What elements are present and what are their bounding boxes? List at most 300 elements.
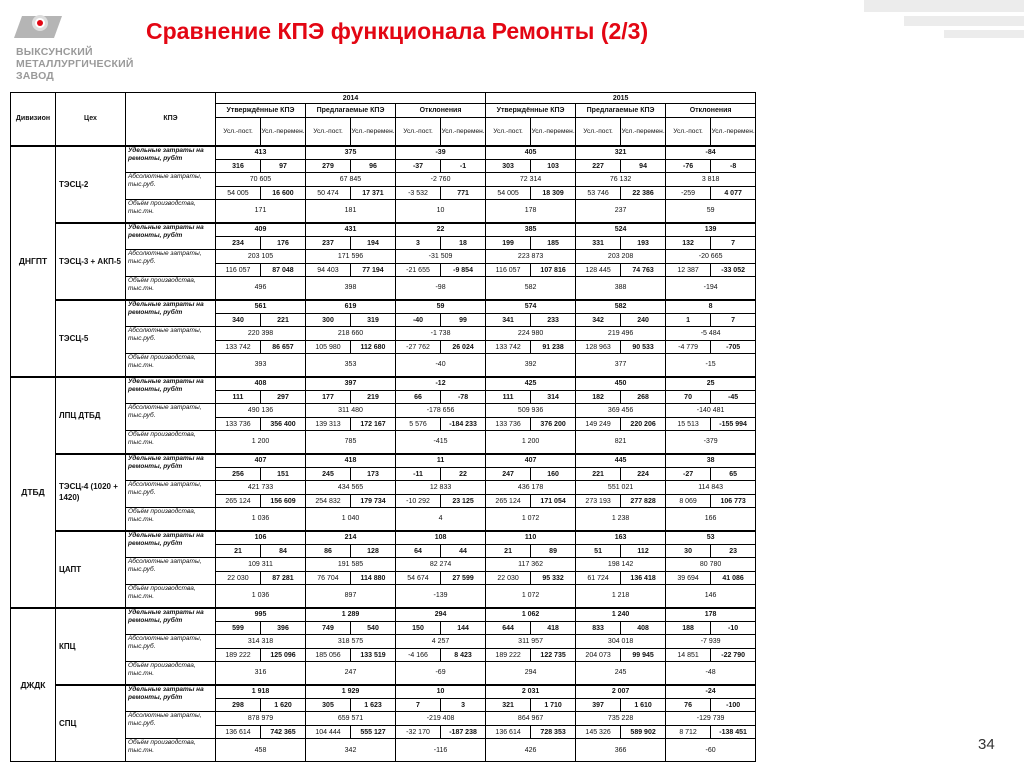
value-split: 408 [621, 622, 666, 635]
kpi-label: Объём производства, тыс.тн. [126, 431, 216, 454]
value-split: 220 206 [621, 418, 666, 431]
value-total: 321 [576, 146, 666, 160]
value-volume: 458 [216, 739, 306, 762]
value-volume: 1 072 [486, 585, 576, 608]
header-sub: Усл.-перемен. [621, 118, 666, 146]
value-total: 220 398 [216, 327, 306, 341]
value-total: 1 918 [216, 685, 306, 699]
value-total: 109 311 [216, 558, 306, 572]
value-split: 149 249 [576, 418, 621, 431]
page-number: 34 [978, 736, 995, 753]
value-total: 1 929 [306, 685, 396, 699]
value-split: 247 [486, 468, 531, 481]
value-split: 22 386 [621, 187, 666, 200]
table-row [11, 223, 756, 237]
value-split: -37 [396, 160, 441, 173]
value-total: -24 [666, 685, 756, 699]
value-split: 397 [576, 699, 621, 712]
value-total: 4 257 [396, 635, 486, 649]
value-total: 397 [306, 377, 396, 391]
value-volume: 1 200 [486, 431, 576, 454]
value-split: 111 [486, 391, 531, 404]
value-total: 375 [306, 146, 396, 160]
value-volume: 247 [306, 662, 396, 685]
value-split: 833 [576, 622, 621, 635]
value-volume: -139 [396, 585, 486, 608]
value-split: 265 124 [216, 495, 261, 508]
header-sub: Усл.-перемен. [351, 118, 396, 146]
value-split: 265 124 [486, 495, 531, 508]
value-volume: 398 [306, 277, 396, 300]
header-sub: Усл.-пост. [396, 118, 441, 146]
kpi-label: Абсолютные затраты, тыс.руб. [126, 173, 216, 200]
value-volume: 1 200 [216, 431, 306, 454]
value-split: 204 073 [576, 649, 621, 662]
kpi-label: Объём производства, тыс.тн. [126, 739, 216, 762]
value-split: -10 292 [396, 495, 441, 508]
value-total: 59 [396, 300, 486, 314]
value-split: -32 170 [396, 726, 441, 739]
value-split: -11 [396, 468, 441, 481]
value-split: 89 [531, 545, 576, 558]
value-volume: 1 036 [216, 585, 306, 608]
value-volume: 377 [576, 354, 666, 377]
value-split: 234 [216, 237, 261, 250]
value-total: 38 [666, 454, 756, 468]
value-split: 176 [261, 237, 306, 250]
value-split: 240 [621, 314, 666, 327]
value-volume: 366 [576, 739, 666, 762]
header-shop: Цех [56, 93, 126, 146]
value-total: 110 [486, 531, 576, 545]
value-split: 194 [351, 237, 396, 250]
value-total: 524 [576, 223, 666, 237]
value-total: 117 362 [486, 558, 576, 572]
value-total: 405 [486, 146, 576, 160]
value-volume: 1 218 [576, 585, 666, 608]
header-group: Отклонения [666, 104, 756, 118]
value-split: 185 [531, 237, 576, 250]
value-volume: 4 [396, 508, 486, 531]
value-split: 133 742 [216, 341, 261, 354]
value-split: 50 474 [306, 187, 351, 200]
value-split: 224 [621, 468, 666, 481]
value-volume: 785 [306, 431, 396, 454]
division-name: ДЖДК [11, 608, 56, 762]
value-split: -27 [666, 468, 711, 481]
value-total: 407 [486, 454, 576, 468]
value-split: 54 005 [216, 187, 261, 200]
value-split: 116 057 [216, 264, 261, 277]
kpi-label: Удельные затраты на ремонты, руб/т [126, 146, 216, 173]
value-total: -219 408 [396, 712, 486, 726]
value-split: 182 [576, 391, 621, 404]
value-total: 72 314 [486, 173, 576, 187]
value-split: -22 790 [711, 649, 756, 662]
kpi-label: Абсолютные затраты, тыс.руб. [126, 404, 216, 431]
value-total: 434 565 [306, 481, 396, 495]
value-split: 128 445 [576, 264, 621, 277]
value-total: 431 [306, 223, 396, 237]
value-split: 151 [261, 468, 306, 481]
value-total: 67 845 [306, 173, 396, 187]
value-split: -9 854 [441, 264, 486, 277]
shop-name: ТЭСЦ-4 (1020 + 1420) [56, 454, 126, 531]
value-split: 53 746 [576, 187, 621, 200]
value-split: 133 519 [351, 649, 396, 662]
value-volume: -379 [666, 431, 756, 454]
value-split: 125 096 [261, 649, 306, 662]
value-volume: 1 238 [576, 508, 666, 531]
header-sub: Усл.-пост. [666, 118, 711, 146]
value-split: 95 332 [531, 572, 576, 585]
header-sub: Усл.-пост. [576, 118, 621, 146]
value-split: -187 238 [441, 726, 486, 739]
value-total: -178 656 [396, 404, 486, 418]
value-total: 1 289 [306, 608, 396, 622]
value-split: 23 [711, 545, 756, 558]
value-total: 82 274 [396, 558, 486, 572]
value-split: 227 [576, 160, 621, 173]
value-total: 25 [666, 377, 756, 391]
value-split: 749 [306, 622, 351, 635]
background-decoration [824, 0, 1024, 60]
value-total: 413 [216, 146, 306, 160]
value-volume: 1 072 [486, 508, 576, 531]
value-volume: 10 [396, 200, 486, 223]
value-total: 735 228 [576, 712, 666, 726]
header-sub: Усл.-перемен. [261, 118, 306, 146]
value-total: 407 [216, 454, 306, 468]
kpi-label: Абсолютные затраты, тыс.руб. [126, 481, 216, 508]
value-volume: -415 [396, 431, 486, 454]
kpi-label: Удельные затраты на ремонты, руб/т [126, 531, 216, 558]
value-total: -140 481 [666, 404, 756, 418]
value-split: 22 [441, 468, 486, 481]
value-split: 279 [306, 160, 351, 173]
header-group: Утверждённые КПЭ [216, 104, 306, 118]
value-split: 193 [621, 237, 666, 250]
value-volume: 582 [486, 277, 576, 300]
value-volume: 59 [666, 200, 756, 223]
value-total: 436 178 [486, 481, 576, 495]
value-total: -31 509 [396, 250, 486, 264]
header-sub: Усл.-перемен. [531, 118, 576, 146]
value-total: 171 596 [306, 250, 396, 264]
value-volume: 237 [576, 200, 666, 223]
value-split: -45 [711, 391, 756, 404]
table-row [11, 685, 756, 699]
value-total: 878 979 [216, 712, 306, 726]
value-total: 108 [396, 531, 486, 545]
value-split: 91 238 [531, 341, 576, 354]
value-split: 297 [261, 391, 306, 404]
logo-line: ЗАВОД [16, 70, 54, 82]
value-total: 574 [486, 300, 576, 314]
header-sub: Усл.-перемен. [711, 118, 756, 146]
value-total: 139 [666, 223, 756, 237]
value-volume: 392 [486, 354, 576, 377]
value-split: 185 056 [306, 649, 351, 662]
value-total: 224 980 [486, 327, 576, 341]
value-split: 18 309 [531, 187, 576, 200]
value-split: 256 [216, 468, 261, 481]
value-split: 107 816 [531, 264, 576, 277]
shop-name: ЛПЦ ДТБД [56, 377, 126, 454]
value-split: 376 200 [531, 418, 576, 431]
value-split: 742 365 [261, 726, 306, 739]
shop-name: КПЦ [56, 608, 126, 685]
value-split: 150 [396, 622, 441, 635]
value-total: 114 843 [666, 481, 756, 495]
value-volume: 426 [486, 739, 576, 762]
value-split: 74 763 [621, 264, 666, 277]
value-split: 273 193 [576, 495, 621, 508]
logo-icon [18, 12, 60, 40]
value-volume: 181 [306, 200, 396, 223]
value-split: 136 614 [216, 726, 261, 739]
value-split: 77 194 [351, 264, 396, 277]
kpi-label: Удельные затраты на ремонты, руб/т [126, 300, 216, 327]
value-volume: 1 040 [306, 508, 396, 531]
value-split: -259 [666, 187, 711, 200]
value-split: 94 [621, 160, 666, 173]
value-split: 303 [486, 160, 531, 173]
header-sub: Усл.-пост. [306, 118, 351, 146]
value-split: 44 [441, 545, 486, 558]
division-name: ДНГПТ [11, 146, 56, 377]
value-split: 12 387 [666, 264, 711, 277]
value-total: -20 665 [666, 250, 756, 264]
value-total: 22 [396, 223, 486, 237]
value-total: 619 [306, 300, 396, 314]
value-split: -3 532 [396, 187, 441, 200]
value-total: -12 [396, 377, 486, 391]
kpi-label: Объём производства, тыс.тн. [126, 508, 216, 531]
value-split: -8 [711, 160, 756, 173]
value-split: 112 [621, 545, 666, 558]
value-total: 421 733 [216, 481, 306, 495]
kpi-label: Удельные затраты на ремонты, руб/т [126, 454, 216, 481]
value-total: 203 105 [216, 250, 306, 264]
value-split: 1 620 [261, 699, 306, 712]
value-split: 199 [486, 237, 531, 250]
value-total: 3 818 [666, 173, 756, 187]
value-total: 450 [576, 377, 666, 391]
value-split: 87 048 [261, 264, 306, 277]
value-volume: 178 [486, 200, 576, 223]
value-volume: 897 [306, 585, 396, 608]
value-split: 41 086 [711, 572, 756, 585]
value-volume: -15 [666, 354, 756, 377]
value-split: 221 [261, 314, 306, 327]
value-volume: -60 [666, 739, 756, 762]
value-split: 136 614 [486, 726, 531, 739]
value-split: 316 [216, 160, 261, 173]
value-split: 87 281 [261, 572, 306, 585]
value-split: 132 [666, 237, 711, 250]
kpi-label: Абсолютные затраты, тыс.руб. [126, 712, 216, 739]
value-split: 21 [216, 545, 261, 558]
value-split: 66 [396, 391, 441, 404]
value-volume: 1 036 [216, 508, 306, 531]
value-total: 582 [576, 300, 666, 314]
value-total: 1 240 [576, 608, 666, 622]
shop-name: ТЭСЦ-5 [56, 300, 126, 377]
value-split: 22 030 [486, 572, 531, 585]
value-split: -78 [441, 391, 486, 404]
value-split: 7 [711, 237, 756, 250]
value-split: 133 736 [216, 418, 261, 431]
value-split: 177 [306, 391, 351, 404]
header-year: 2014 [216, 93, 486, 104]
value-total: 864 967 [486, 712, 576, 726]
value-split: 728 353 [531, 726, 576, 739]
value-split: 8 712 [666, 726, 711, 739]
value-split: 160 [531, 468, 576, 481]
value-total: -129 739 [666, 712, 756, 726]
value-split: 8 069 [666, 495, 711, 508]
value-split: 418 [531, 622, 576, 635]
logo-line: МЕТАЛЛУРГИЧЕСКИЙ [16, 58, 134, 70]
value-total: -5 484 [666, 327, 756, 341]
value-split: 172 167 [351, 418, 396, 431]
page-title: Сравнение КПЭ функционала Ремонты (2/3) [146, 18, 649, 44]
value-total: 304 018 [576, 635, 666, 649]
value-split: 26 024 [441, 341, 486, 354]
value-split: -10 [711, 622, 756, 635]
value-split: 90 533 [621, 341, 666, 354]
value-total: 163 [576, 531, 666, 545]
value-total: 311 957 [486, 635, 576, 649]
value-total: 11 [396, 454, 486, 468]
value-split: 86 [306, 545, 351, 558]
value-volume: 316 [216, 662, 306, 685]
value-split: 319 [351, 314, 396, 327]
value-split: 15 513 [666, 418, 711, 431]
value-split: 188 [666, 622, 711, 635]
division-name: ДТБД [11, 377, 56, 608]
value-split: 644 [486, 622, 531, 635]
value-split: 96 [351, 160, 396, 173]
value-split: 54 674 [396, 572, 441, 585]
value-split: 70 [666, 391, 711, 404]
value-split: 133 736 [486, 418, 531, 431]
value-split: 18 [441, 237, 486, 250]
value-split: 277 828 [621, 495, 666, 508]
value-volume: -48 [666, 662, 756, 685]
value-split: 114 880 [351, 572, 396, 585]
value-total: -84 [666, 146, 756, 160]
value-total: 203 208 [576, 250, 666, 264]
value-split: 300 [306, 314, 351, 327]
shop-name: ТЭСЦ-2 [56, 146, 126, 223]
value-split: 27 599 [441, 572, 486, 585]
value-split: 3 [396, 237, 441, 250]
value-split: 4 077 [711, 187, 756, 200]
value-split: -138 451 [711, 726, 756, 739]
kpi-label: Объём производства, тыс.тн. [126, 354, 216, 377]
value-total: 70 605 [216, 173, 306, 187]
value-split: 1 [666, 314, 711, 327]
value-split: 99 [441, 314, 486, 327]
value-volume: 821 [576, 431, 666, 454]
value-total: 294 [396, 608, 486, 622]
value-volume: -116 [396, 739, 486, 762]
company-logo [16, 12, 136, 82]
table-row [11, 454, 756, 468]
value-total: 214 [306, 531, 396, 545]
value-split: 111 [216, 391, 261, 404]
kpi-label: Абсолютные затраты, тыс.руб. [126, 558, 216, 585]
value-split: 219 [351, 391, 396, 404]
value-split: -33 052 [711, 264, 756, 277]
table-row [11, 608, 756, 622]
shop-name: СПЦ [56, 685, 126, 762]
value-split: 136 418 [621, 572, 666, 585]
value-split: 341 [486, 314, 531, 327]
value-volume: 342 [306, 739, 396, 762]
value-split: 245 [306, 468, 351, 481]
value-volume: 353 [306, 354, 396, 377]
value-split: 173 [351, 468, 396, 481]
value-volume: 388 [576, 277, 666, 300]
value-split: 189 222 [216, 649, 261, 662]
kpi-label: Удельные затраты на ремонты, руб/т [126, 685, 216, 712]
value-split: 128 [351, 545, 396, 558]
value-split: 144 [441, 622, 486, 635]
value-total: 445 [576, 454, 666, 468]
value-total: 995 [216, 608, 306, 622]
value-total: 223 873 [486, 250, 576, 264]
value-split: 128 963 [576, 341, 621, 354]
value-split: -40 [396, 314, 441, 327]
value-split: 14 851 [666, 649, 711, 662]
header-group: Утверждённые КПЭ [486, 104, 576, 118]
header-group: Отклонения [396, 104, 486, 118]
value-split: 97 [261, 160, 306, 173]
value-total: 218 660 [306, 327, 396, 341]
value-split: 342 [576, 314, 621, 327]
header-year: 2015 [486, 93, 756, 104]
value-total: 76 132 [576, 173, 666, 187]
value-split: 65 [711, 468, 756, 481]
header-division: Дивизион [11, 93, 56, 146]
value-total: 385 [486, 223, 576, 237]
table-row [11, 93, 756, 104]
table-row [11, 377, 756, 391]
value-split: 771 [441, 187, 486, 200]
value-split: 599 [216, 622, 261, 635]
value-split: 221 [576, 468, 621, 481]
value-total: 8 [666, 300, 756, 314]
value-split: 7 [711, 314, 756, 327]
value-split: 104 444 [306, 726, 351, 739]
value-split: 30 [666, 545, 711, 558]
value-split: 39 694 [666, 572, 711, 585]
value-total: 311 480 [306, 404, 396, 418]
value-split: 106 773 [711, 495, 756, 508]
value-split: 76 704 [306, 572, 351, 585]
value-total: 561 [216, 300, 306, 314]
value-total: -39 [396, 146, 486, 160]
value-total: 10 [396, 685, 486, 699]
value-split: -705 [711, 341, 756, 354]
logo-line: ВЫКСУНСКИЙ [16, 46, 93, 58]
value-split: 340 [216, 314, 261, 327]
shop-name: ТЭСЦ-3 + АКП-5 [56, 223, 126, 300]
value-split: 540 [351, 622, 396, 635]
